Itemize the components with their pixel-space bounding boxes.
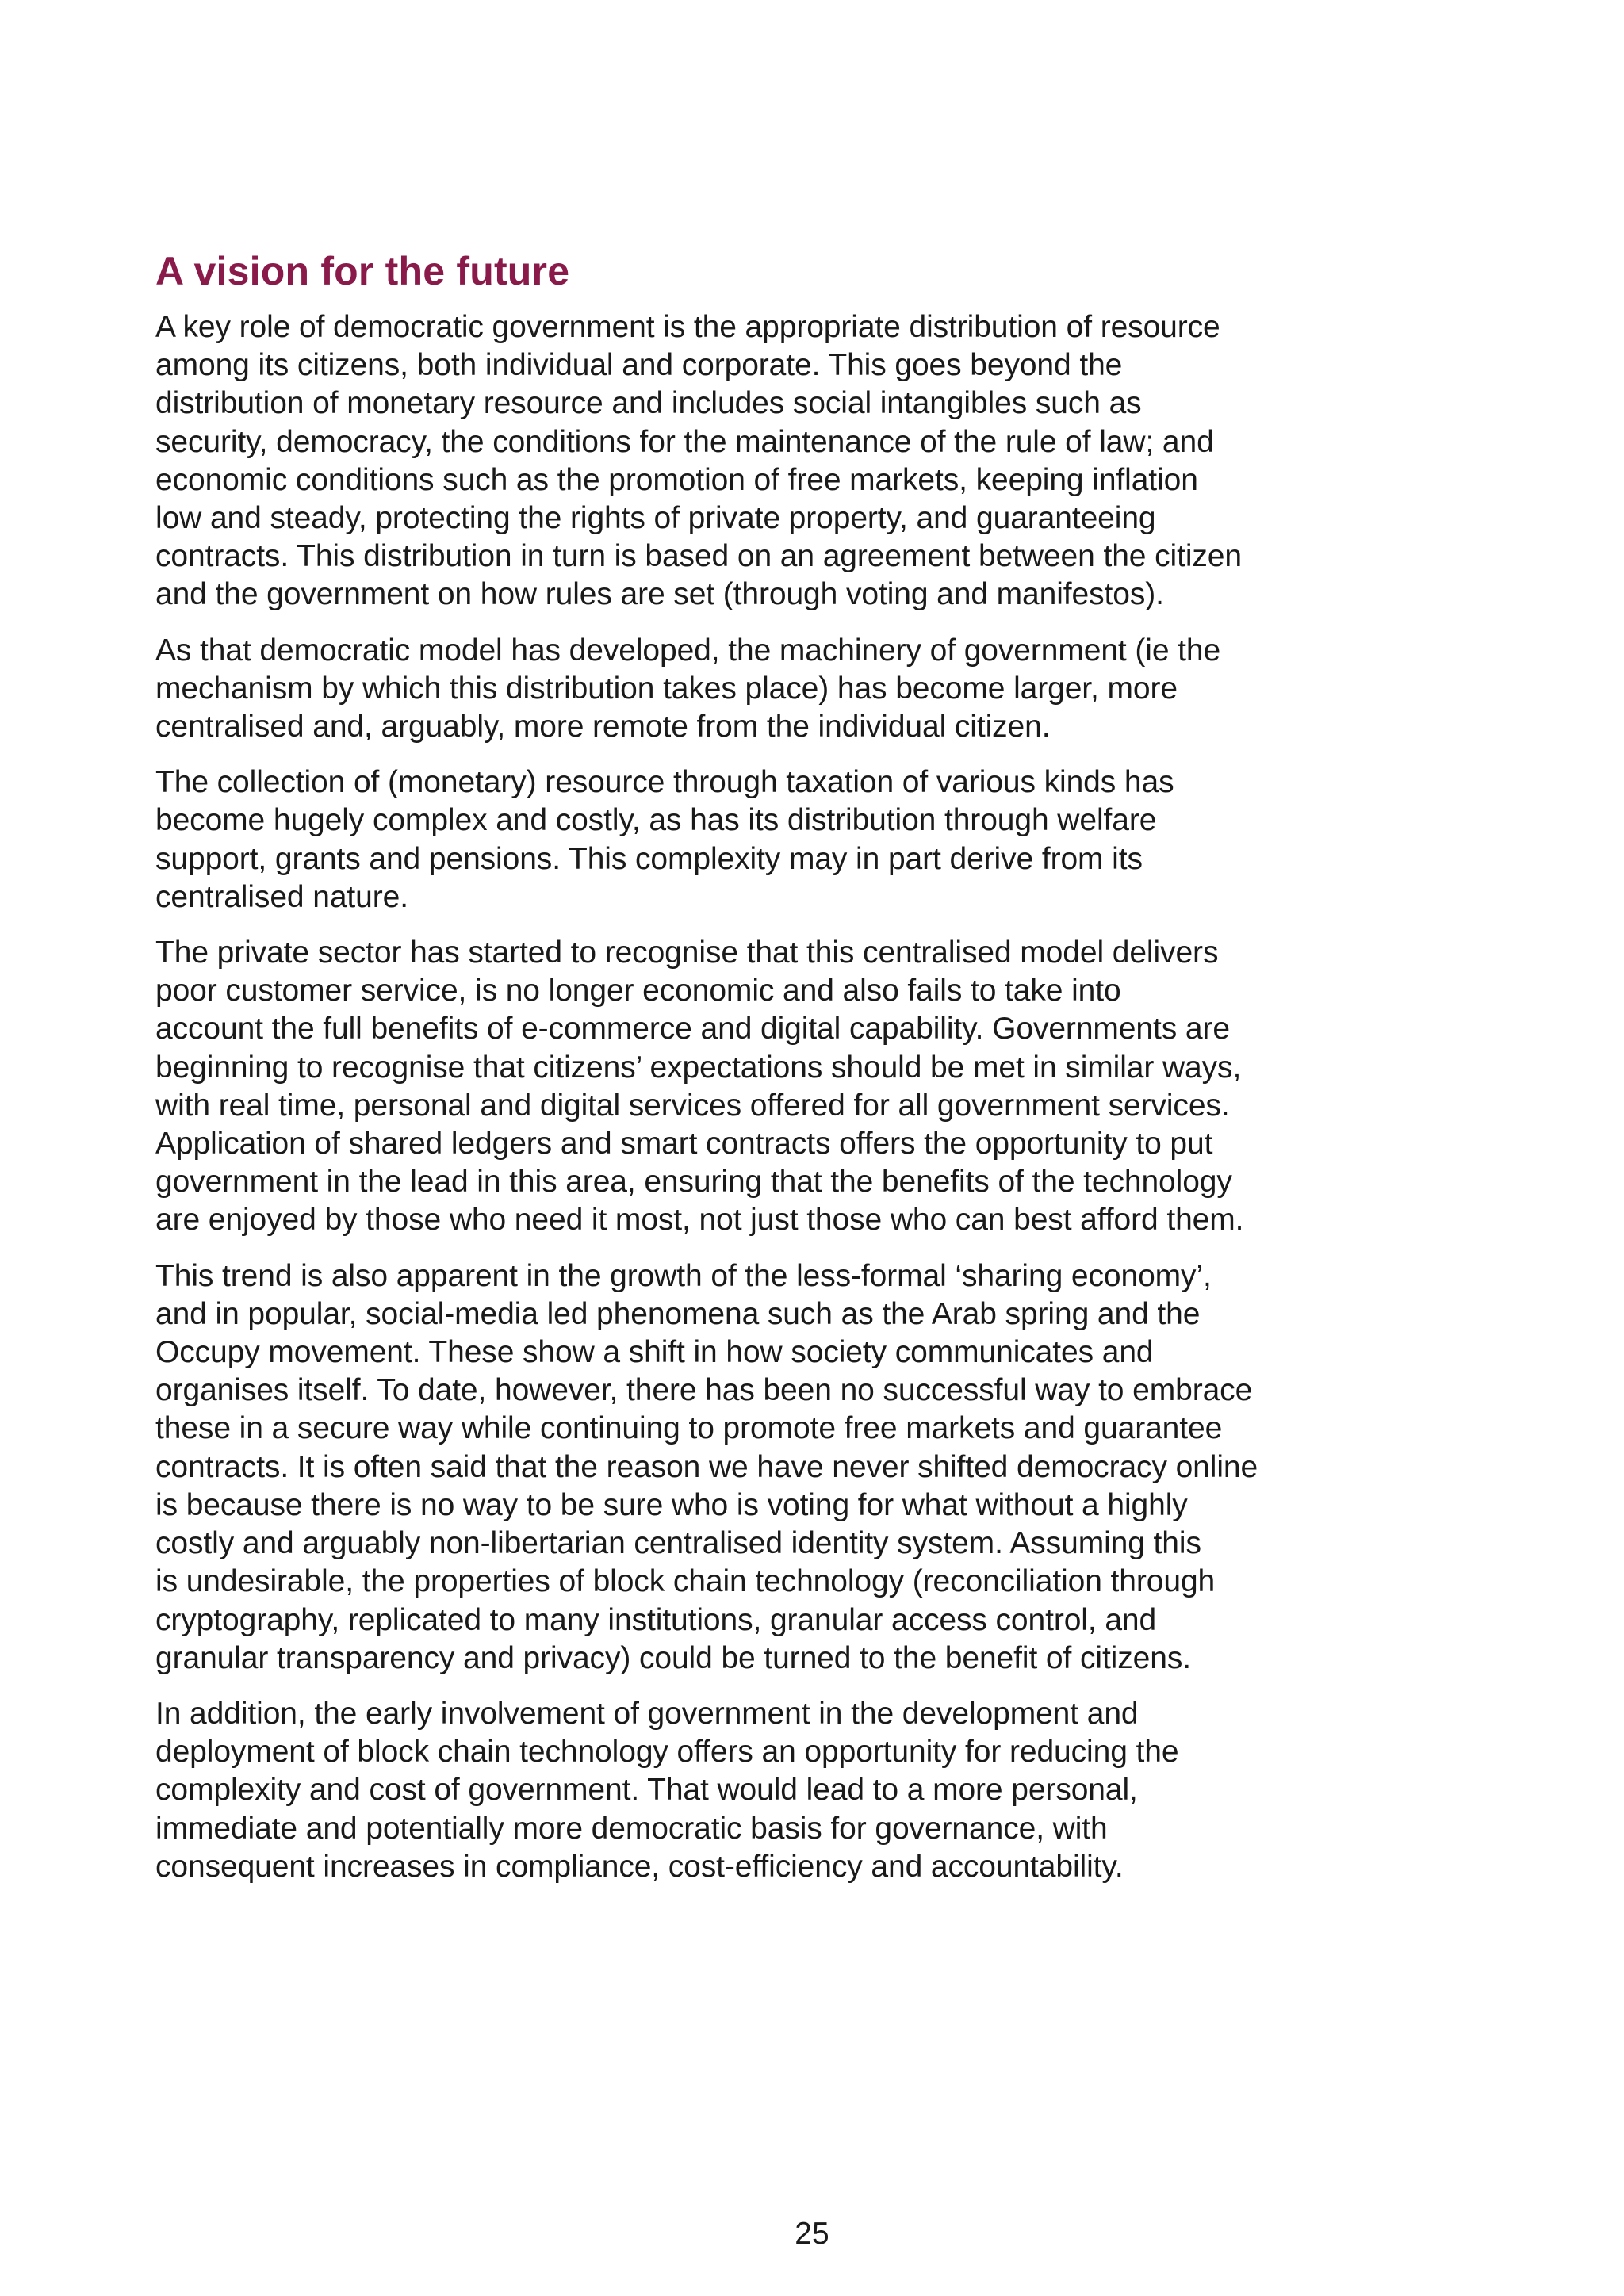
- section-heading: A vision for the future: [155, 249, 570, 293]
- paragraph-6: In addition, the early involvement of government in the development and deployment of block chain technology offers an opportunity for reducing the complexity and cost of government. That would lead to a more personal, immediate and potentially more democratic basis for governance, with consequent increases in compliance, cost-efficiency and accountability.: [155, 1696, 1179, 1884]
- paragraph-5: This trend is also apparent in the growth of the less-formal ‘sharing economy’, and in popular, social-media led phenomena such as the Arab spring and the Occupy movement. These show a shift in how society communicates and organises itself. To date, however, there has been no successful way to embrace these in a secure way while continuing to promote free markets and guarantee contracts. It is often said that the reason we have never shifted democracy online is because there is no way to be sure who is voting for what without a highly costly and arguably non-libertarian centralised identity system. Assuming this is undesirable, the properties of block chain technology (reconciliation through cryptography, replicated to many institutions, granular access control, and granular transparency and privacy) could be turned to the benefit of citizens.: [155, 1258, 1258, 1675]
- page-content: [155, 242, 1345, 1904]
- paragraph-1: A key role of democratic government is the appropriate distribution of resource among its citizens, both individual and corporate. This goes beyond the distribution of monetary resource and includes social intangibles such as security, democracy, the conditions for the maintenance of the rule of law; and economic conditions such as the promotion of free markets, keeping inflation low and steady, protecting the rights of private property, and guaranteeing contracts. This distribution in turn is based on an agreement between the citizen and the government on how rules are set (through voting and manifestos).: [155, 310, 1242, 612]
- paragraph-4: The private sector has started to recognise that this centralised model delivers poor customer service, is no longer economic and also fails to take into account the full benefits of e-commerce and digital capability. Governments are beginning to recognise that citizens’ expectations should be met in similar ways, with real time, personal and digital services offered for all government services. Application of shared ledgers and smart contracts offers the opportunity to put government in the lead in this area, ensuring that the benefits of the technology are enjoyed by those who need it most, not just those who can best afford them.: [155, 936, 1244, 1238]
- page-number: 25: [795, 2217, 829, 2251]
- paragraph-3: The collection of (monetary) resource through taxation of various kinds has become hugely complex and costly, as has its distribution through welfare support, grants and pensions. This complexity may in part derive from its centralised nature.: [155, 765, 1174, 914]
- paragraph-2: As that democratic model has developed, the machinery of government (ie the mechanism by which this distribution takes place) has become larger, more centralised and, arguably, more remote from the individual citizen.: [155, 633, 1221, 744]
